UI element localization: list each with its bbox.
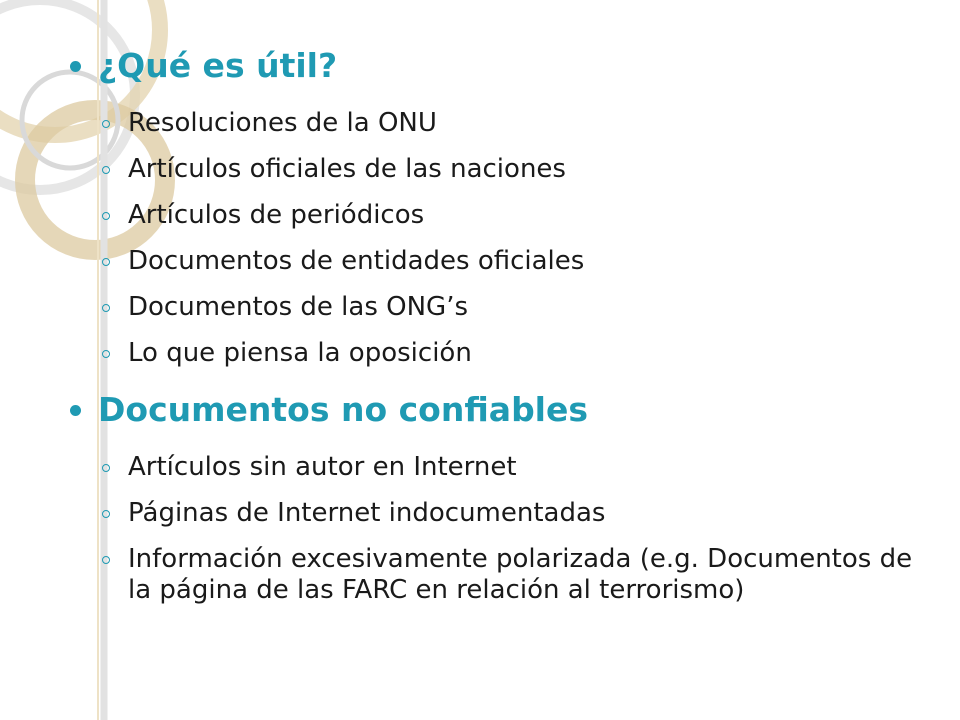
list-item xyxy=(70,108,930,139)
hollow-bullet-icon xyxy=(102,258,110,266)
hollow-bullet-icon xyxy=(102,166,110,174)
list-item-text: Información excesivamente polarizada (e.g. Documentos de la página de las FARC en relación al terrorismo) xyxy=(128,544,913,605)
list-item xyxy=(70,498,930,529)
slide-content xyxy=(70,40,930,606)
list-item-text: Artículos oficiales de las naciones xyxy=(128,154,566,184)
list-item-text: Artículos sin autor en Internet xyxy=(128,452,517,482)
hollow-bullet-icon xyxy=(102,510,110,518)
list-item-text: Páginas de Internet indocumentadas xyxy=(128,498,606,528)
heading-useful: ¿Qué es útil? xyxy=(98,46,338,85)
list-item xyxy=(70,154,930,185)
list-item xyxy=(70,452,930,483)
list-item-text: Lo que piensa la oposición xyxy=(128,338,472,368)
heading-unreliable: Documentos no confiables xyxy=(98,390,589,429)
hollow-bullet-icon xyxy=(102,212,110,220)
list-item-text: Resoluciones de la ONU xyxy=(128,108,437,138)
list-item-text: Documentos de las ONG’s xyxy=(128,292,469,322)
hollow-bullet-icon xyxy=(102,120,110,128)
section-heading-unreliable xyxy=(70,384,930,436)
list-item-text: Documentos de entidades oficiales xyxy=(128,246,585,276)
hollow-bullet-icon xyxy=(102,350,110,358)
hollow-bullet-icon xyxy=(102,304,110,312)
bullet-dot-icon xyxy=(70,405,81,416)
section-heading-useful xyxy=(70,40,930,92)
list-item xyxy=(70,200,930,231)
bullet-dot-icon xyxy=(70,61,81,72)
list-item xyxy=(70,292,930,323)
list-item xyxy=(70,246,930,277)
list-item-text: Artículos de periódicos xyxy=(128,200,425,230)
list-item xyxy=(70,544,938,606)
hollow-bullet-icon xyxy=(102,556,110,564)
hollow-bullet-icon xyxy=(102,464,110,472)
list-item xyxy=(70,338,930,369)
